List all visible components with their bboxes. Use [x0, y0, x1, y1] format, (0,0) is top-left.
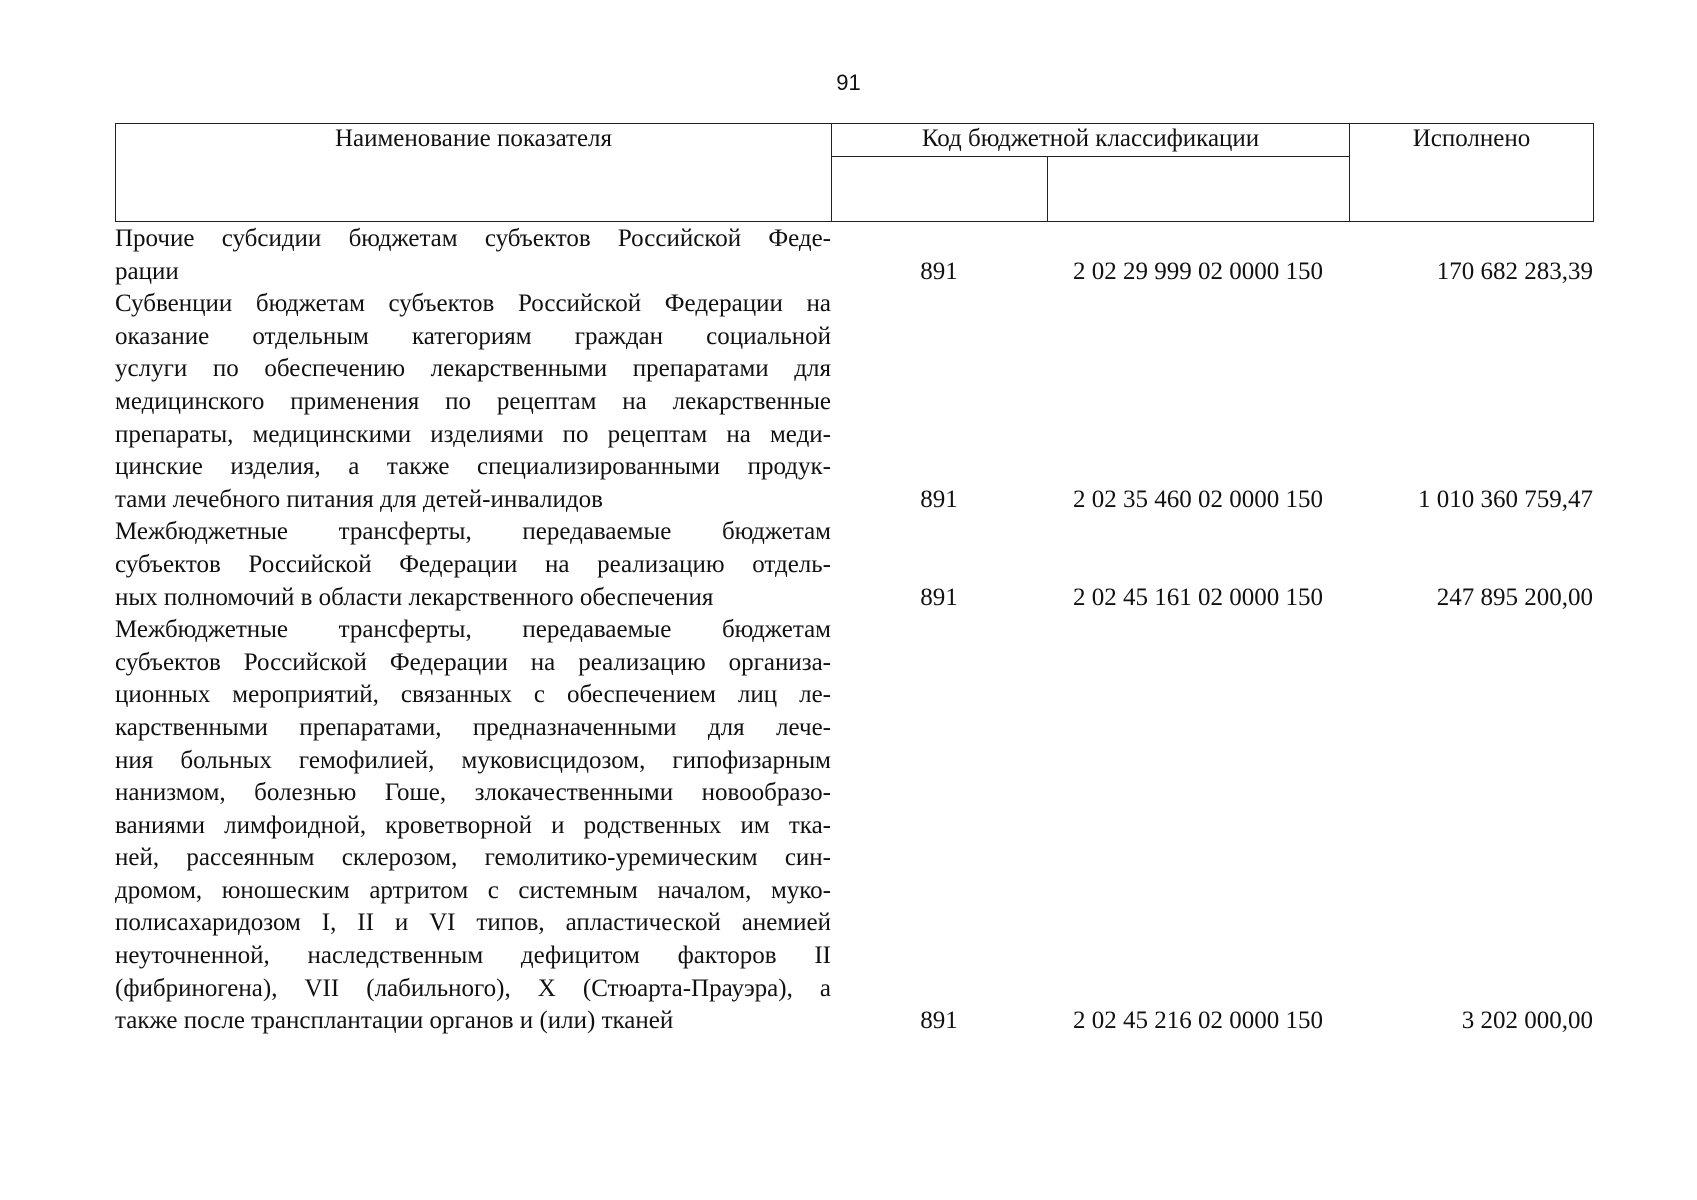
budget-code: 2 02 29 999 02 0000 150: [1073, 257, 1323, 285]
indicator-name-line: Межбюджетные трансферты, передаваемые бюджетам: [115, 518, 831, 546]
indicator-name-line: ваниями лимфоидной, кроветворной и родственных им тка-: [115, 811, 831, 839]
indicator-name-line: тами лечебного питания для детей-инвалидов: [115, 485, 603, 513]
indicator-name-line: ных полномочий в области лекарственного обеспечения: [115, 583, 714, 611]
indicator-name-line: рации: [115, 257, 179, 285]
table-row: [115, 223, 1593, 288]
table-row: [115, 288, 1593, 516]
admin-code: 891: [920, 257, 958, 285]
header-code-subcell: [1048, 157, 1350, 222]
indicator-name: [115, 223, 831, 288]
indicator-name-line: карственными препаратами, предназначенными для лече-: [115, 713, 831, 741]
page-number: 91: [836, 70, 861, 95]
admin-code: 891: [920, 485, 958, 513]
budget-code: 2 02 45 161 02 0000 150: [1073, 583, 1323, 611]
header-executed-label: Исполнено: [1412, 125, 1531, 152]
header-code-label: Код бюджетной классификации: [921, 125, 1260, 152]
indicator-name: [115, 288, 831, 516]
indicator-name-line: полисахаридозом I, II и VI типов, апластической анемией: [115, 909, 831, 937]
table-body: [115, 223, 1593, 1038]
table-row: [115, 614, 1593, 1038]
indicator-name-line: услуги по обеспечению лекарственными препаратами для: [115, 355, 831, 383]
executed-amount: 3 202 000,00: [1461, 1007, 1593, 1035]
indicator-name-line: Межбюджетные трансферты, передаваемые бюджетам: [115, 616, 831, 644]
table-header: [115, 123, 1594, 222]
indicator-name-line: Прочие субсидии бюджетам субъектов Российской Феде-: [115, 225, 831, 252]
header-executed-cell: [1350, 124, 1594, 222]
indicator-name-line: неуточненной, наследственным дефицитом факторов II: [115, 942, 831, 970]
budget-code: 2 02 35 460 02 0000 150: [1073, 485, 1323, 513]
indicator-name-line: цинские изделия, а также специализированными продук-: [115, 453, 831, 481]
indicator-name-line: оказание отдельным категориям граждан социальной: [115, 322, 831, 350]
header-name-label: Наименование показателя: [334, 125, 613, 152]
indicator-name-line: ней, рассеянным склерозом, гемолитико-уремическим син-: [115, 844, 831, 872]
indicator-name-line: субъектов Российской Федерации на реализацию отдель-: [115, 550, 831, 578]
indicator-name-line: дромом, юношеским артритом с системным началом, муко-: [115, 876, 831, 904]
indicator-name-line: (фибриногена), VII (лабильного), X (Стюарта-Прауэра), а: [115, 974, 831, 1002]
header-name-cell: [116, 124, 832, 222]
indicator-name-line: ния больных гемофилией, муковисцидозом, гипофизарным: [115, 746, 831, 774]
indicator-name-line: медицинского применения по рецептам на лекарственные: [115, 387, 831, 415]
executed-amount: 1 010 360 759,47: [1418, 485, 1593, 513]
header-admin-subcell: [832, 157, 1048, 222]
indicator-name: [115, 614, 831, 1038]
executed-amount: 170 682 283,39: [1436, 257, 1593, 285]
indicator-name-line: Субвенции бюджетам субъектов Российской Федерации на: [115, 290, 831, 318]
executed-amount: 247 895 200,00: [1436, 583, 1593, 611]
indicator-name-line: нанизмом, болезнью Гоше, злокачественными новообразо-: [115, 779, 831, 807]
indicator-name-line: также после трансплантации органов и (или) тканей: [115, 1007, 674, 1035]
header-code-cell: [832, 124, 1350, 157]
indicator-name-line: препараты, медицинскими изделиями по рецептам на меди-: [115, 420, 831, 448]
table-row: [115, 516, 1593, 614]
admin-code: 891: [920, 583, 958, 611]
indicator-name-line: субъектов Российской Федерации на реализацию организа-: [115, 648, 831, 676]
budget-code: 2 02 45 216 02 0000 150: [1073, 1007, 1323, 1035]
admin-code: 891: [920, 1007, 958, 1035]
indicator-name-line: ционных мероприятий, связанных с обеспечением лиц ле-: [115, 681, 831, 709]
indicator-name: [115, 516, 831, 614]
